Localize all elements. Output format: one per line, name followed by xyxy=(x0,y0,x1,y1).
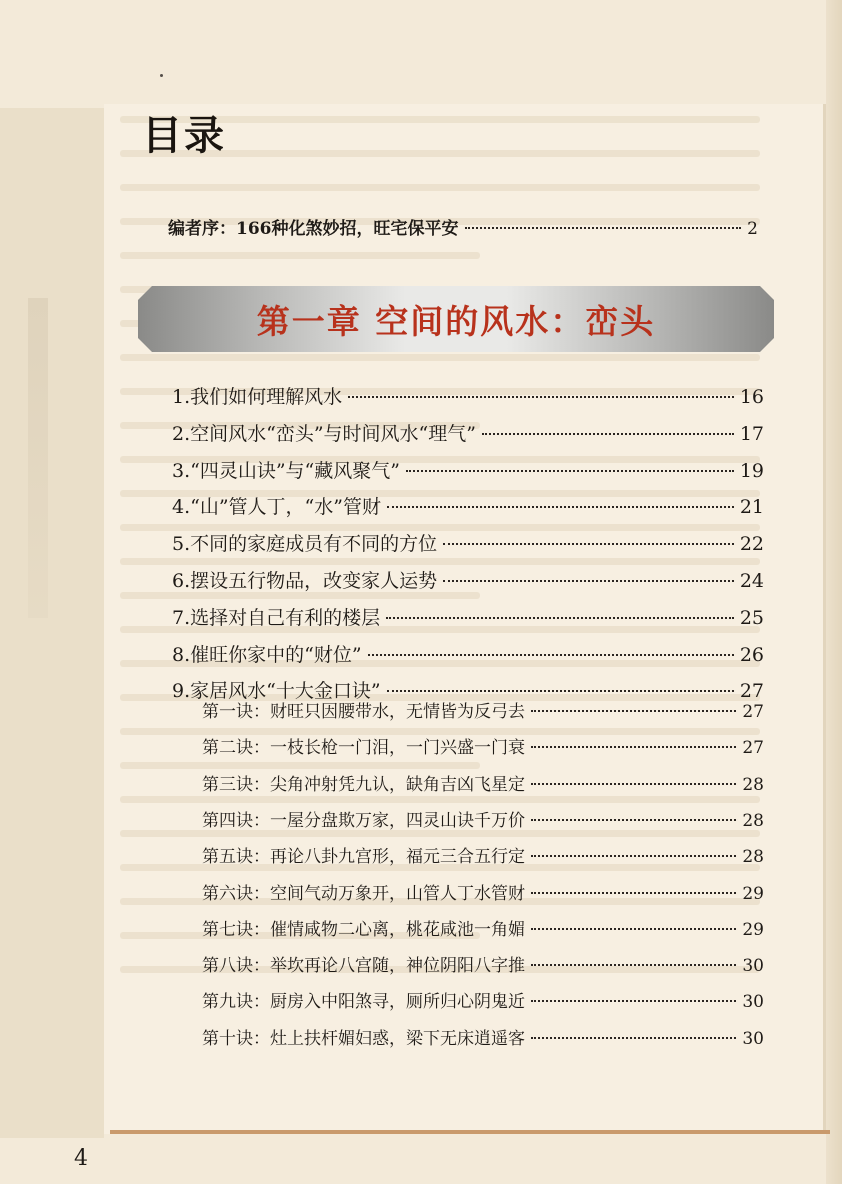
toc-entry[interactable] xyxy=(202,1024,764,1054)
toc-entry-page: 27 xyxy=(739,680,764,703)
toc-entry[interactable] xyxy=(202,951,764,981)
toc-entry-label: 第六诀：空间气动万象开，山管人丁水管财 xyxy=(202,883,525,904)
toc-entry[interactable] xyxy=(202,770,764,800)
toc-entry[interactable] xyxy=(202,915,764,945)
toc-entry-label: 第一诀：财旺只因腰带水，无情皆为反弓去 xyxy=(202,702,525,722)
page-title: 目录 xyxy=(142,112,226,159)
show-through-line xyxy=(120,252,480,259)
toc-entry-label: 6.摆设五行物品，改变家人运势 xyxy=(172,570,438,592)
toc-entry-page: 21 xyxy=(739,496,764,519)
toc-entry-page: 16 xyxy=(739,386,764,408)
footer-rule xyxy=(110,1130,830,1134)
toc-entry[interactable] xyxy=(172,492,764,522)
toc-entry-page: 27 xyxy=(742,702,764,722)
toc-entry-label: 9.家居风水“十大金口诀” xyxy=(172,680,381,703)
toc-entry-page: 17 xyxy=(739,422,764,445)
toc-entry-label: 1.我们如何理解风水 xyxy=(172,386,343,408)
toc-entry-label: 5.不同的家庭成员有不同的方位 xyxy=(172,533,438,556)
toc-entry-page: 24 xyxy=(739,570,764,592)
toc-entry[interactable] xyxy=(172,566,764,596)
toc-entry-label: 第三诀：尖角冲射凭九认，缺角吉凶飞星定 xyxy=(202,774,525,795)
toc-entry-page: 30 xyxy=(742,992,764,1013)
toc-entry-label: 4.“山”管人丁，“水”管财 xyxy=(172,496,381,519)
gutter-strip xyxy=(0,108,104,1138)
toc-entry-label: 3.“四灵山诀”与“藏风聚气” xyxy=(172,459,400,482)
toc-entry[interactable] xyxy=(172,603,764,633)
toc-entry-label: 第十诀：灶上扶杆媚妇惑，梁下无床逍遥客 xyxy=(202,1028,525,1049)
chapter-banner: 第一章 空间的风水：峦头 xyxy=(256,301,656,341)
toc-entry-page: 28 xyxy=(742,847,764,868)
toc-preface-label: 编者序：166种化煞妙招，旺宅保平安 xyxy=(168,219,459,239)
dot-leader xyxy=(387,506,734,508)
toc-entry-page: 28 xyxy=(742,774,764,795)
toc-entry-page: 26 xyxy=(739,643,764,666)
dot-leader xyxy=(531,710,736,712)
ink-speck xyxy=(160,74,163,77)
toc-entry-page: 22 xyxy=(739,533,764,556)
dot-leader xyxy=(531,964,736,966)
dot-leader xyxy=(348,396,734,398)
toc-entry-label: 第二诀：一枝长枪一门泪，一门兴盛一门衰 xyxy=(202,738,525,759)
toc-entry[interactable] xyxy=(172,456,764,486)
dot-leader xyxy=(368,654,734,656)
dot-leader xyxy=(387,690,734,692)
toc-entry-page: 29 xyxy=(742,919,764,940)
dot-leader xyxy=(531,855,736,857)
dot-leader xyxy=(482,433,734,435)
toc-entry-page: 28 xyxy=(742,810,764,831)
toc-entry-label: 第九诀：厨房入中阳煞寻，厕所归心阴鬼近 xyxy=(202,992,525,1013)
toc-entry-page: 30 xyxy=(742,1028,764,1049)
show-through-line xyxy=(120,184,760,191)
toc-entry-page: 25 xyxy=(739,606,764,629)
dot-leader xyxy=(531,1037,736,1039)
toc-entry-page: 29 xyxy=(742,883,764,904)
toc-entry[interactable] xyxy=(172,382,764,412)
show-through-mark xyxy=(28,298,48,618)
dot-leader xyxy=(531,1000,736,1002)
toc-entry-page: 19 xyxy=(739,459,764,482)
page-number: 4 xyxy=(74,1146,88,1171)
toc-entry[interactable] xyxy=(202,733,764,763)
show-through-line xyxy=(120,354,760,361)
toc-preface-page: 2 xyxy=(747,219,758,239)
toc-preface-entry[interactable] xyxy=(168,214,758,244)
dot-leader xyxy=(531,892,736,894)
toc-entry[interactable] xyxy=(172,529,764,559)
toc-entry-page: 27 xyxy=(742,738,764,759)
toc-entry-label: 2.空间风水“峦头”与时间风水“理气” xyxy=(172,422,476,445)
dot-leader xyxy=(531,746,736,748)
dot-leader xyxy=(443,580,734,582)
toc-entry-label: 8.催旺你家中的“财位” xyxy=(172,643,362,666)
toc-entry[interactable] xyxy=(202,697,764,727)
toc-entry[interactable] xyxy=(172,640,764,670)
toc-entry-label: 7.选择对自己有利的楼层 xyxy=(172,606,381,629)
toc-entry[interactable] xyxy=(202,842,764,872)
dot-leader xyxy=(406,470,734,472)
toc-entry[interactable] xyxy=(202,879,764,909)
toc-entry-label: 第八诀：举坎再论八宫随，神位阴阳八字推 xyxy=(202,956,525,977)
toc-entry[interactable] xyxy=(172,419,764,449)
dot-leader xyxy=(443,543,734,545)
toc-entry-label: 第五诀：再论八卦九宫形，福元三合五行定 xyxy=(202,847,525,868)
toc-entry[interactable] xyxy=(202,806,764,836)
dot-leader xyxy=(531,783,736,785)
toc-entry-label: 第七诀：催情咸物二心离，桃花咸池一角媚 xyxy=(202,919,525,940)
toc-entry[interactable] xyxy=(202,987,764,1017)
dot-leader xyxy=(465,227,742,229)
dot-leader xyxy=(531,928,736,930)
dot-leader xyxy=(531,819,736,821)
dot-leader xyxy=(386,617,734,619)
page-edge xyxy=(826,0,842,1184)
toc-entry-page: 30 xyxy=(742,956,764,977)
toc-entry-label: 第四诀：一屋分盘欺万家，四灵山诀千万价 xyxy=(202,810,525,831)
